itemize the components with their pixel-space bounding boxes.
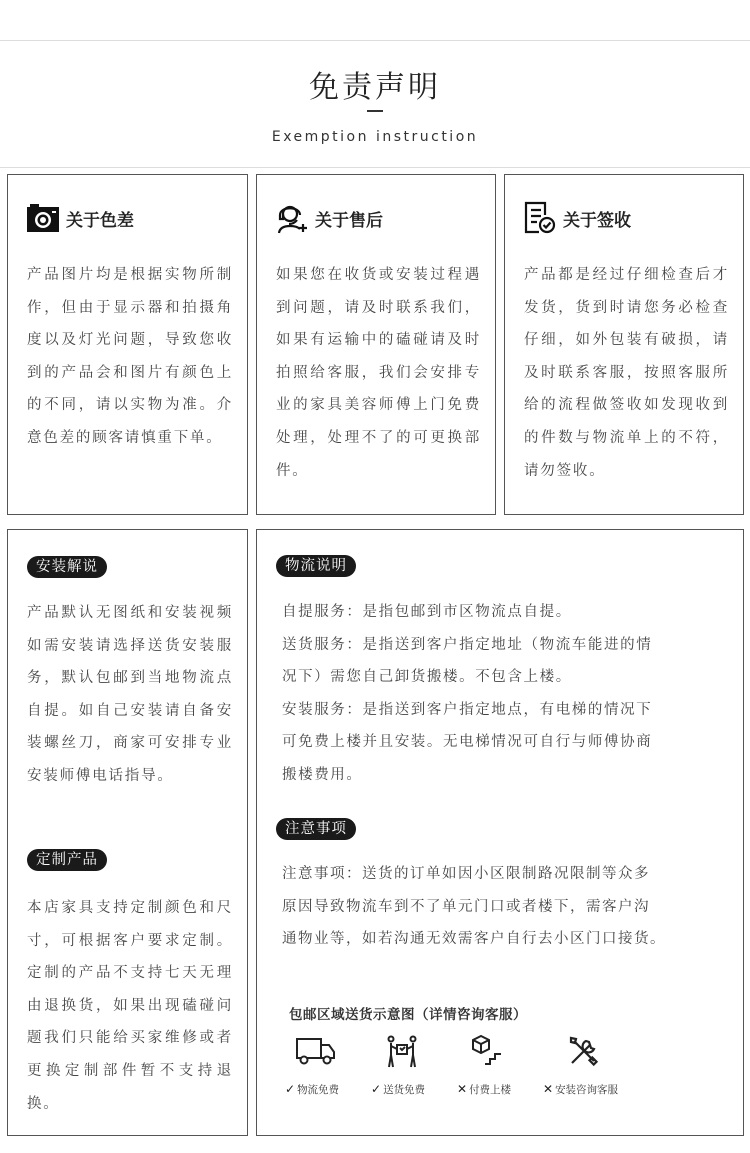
notice-line: 通物业等，如若沟通无效需客户自行去小区门口接货。 [282,931,666,948]
logistics-line: 送货服务：是指送到客户指定地址（物流车能进的情 [282,636,653,653]
logistics-line: 况下）需您自己卸货搬楼。不包含上楼。 [282,669,572,686]
delivery-label: 付费上楼 [469,1084,512,1096]
logistics-line: 自提服务：是指包邮到市区物流点自提。 [282,604,572,620]
truck-icon [295,1034,337,1066]
delivery-diagram-title: 包邮区域送货示意图（详情咨询客服） [289,1007,527,1023]
header-divider [0,167,750,168]
receipt-card [504,174,744,515]
color-difference-card [7,174,248,515]
install-badge: 安装解说 [27,556,107,578]
cross-icon: ✕ [543,1082,554,1096]
page-subtitle: Exemption instruction [271,129,479,145]
receipt-header [523,201,631,235]
checklist-icon [523,201,559,235]
install-text: 产品默认无图纸和安装视频如需安装请选择送货安装服务，默认包邮到当地物流点自提。如自己安装请自备安装螺丝刀，商家可安排专业安装师傅电话指导。 [27,605,233,784]
logistics-text [282,596,723,792]
camera-icon [26,201,62,235]
install-custom-card [7,529,248,1136]
logistics-badge: 物流说明 [276,555,356,577]
stairs-box-icon [471,1034,505,1068]
color-difference-title: 关于色差 [66,210,134,231]
delivery-item-install [543,1034,633,1104]
receipt-title: 关于签收 [563,210,631,231]
delivery-label: 安装咨询客服 [555,1084,619,1096]
receipt-text: 产品都是经过仔细检查后才发货，货到时请您务必检查仔细，如外包装有破损，请及时联系客服，按照客服所给的流程做签收如发现收到的件数与物流单上的不符，请勿签收。 [524,267,729,479]
notice-line: 注意事项：送货的订单如因小区限制路况限制等众多 [282,866,650,882]
delivery-item-delivery [371,1034,461,1104]
notice-badge: 注意事项 [276,818,356,840]
custom-badge: 定制产品 [27,849,107,871]
cross-icon: ✕ [457,1082,468,1096]
custom-text: 本店家具支持定制颜色和尺寸，可根据客户要求定制。定制的产品不支持七天无理由退换货，如果出现磕碰问题我们只能给买家维修或者更换定制部件暂不支持退换。 [27,900,233,1112]
check-icon: ✓ [371,1082,382,1096]
page-title: 免责声明 [309,70,441,105]
delivery-person-icon [385,1034,419,1068]
after-sales-text: 如果您在收货或安装过程遇到问题，请及时联系我们，如果有运输中的磕碰请及时拍照给客服，我们会安排专业的家具美容师傅上门免费处理，处理不了的可更换部件。 [276,267,481,479]
notice-text [282,858,723,956]
check-icon: ✓ [285,1082,296,1096]
delivery-label: 送货免费 [383,1084,426,1096]
after-sales-header [275,201,383,235]
logistics-card [256,529,744,1136]
customer-service-icon [275,201,311,235]
color-difference-text: 产品图片均是根据实物所制作，但由于显示器和拍摄角度以及灯光问题，导致您收到的产品会和图片有颜色上的不同，请以实物为准。介意色差的顾客请慎重下单。 [27,267,233,446]
notice-line: 原因导致物流车到不了单元门口或者楼下，需客户沟 [282,898,650,915]
logistics-line: 可免费上楼并且安装。无电梯情况可自行与师傅协商 [282,734,653,751]
logistics-line: 安装服务：是指送到客户指定地点，有电梯的情况下 [282,701,653,718]
title-dash [367,110,383,112]
delivery-diagram [257,1034,747,1104]
delivery-label: 物流免费 [297,1084,340,1096]
delivery-item-logistics [285,1034,375,1104]
logistics-line: 搬楼费用。 [282,766,363,783]
tools-icon [567,1034,601,1068]
color-difference-header [26,201,134,235]
delivery-item-stairs [457,1034,547,1104]
top-divider [0,40,750,41]
after-sales-title: 关于售后 [315,210,383,231]
after-sales-card [256,174,496,515]
